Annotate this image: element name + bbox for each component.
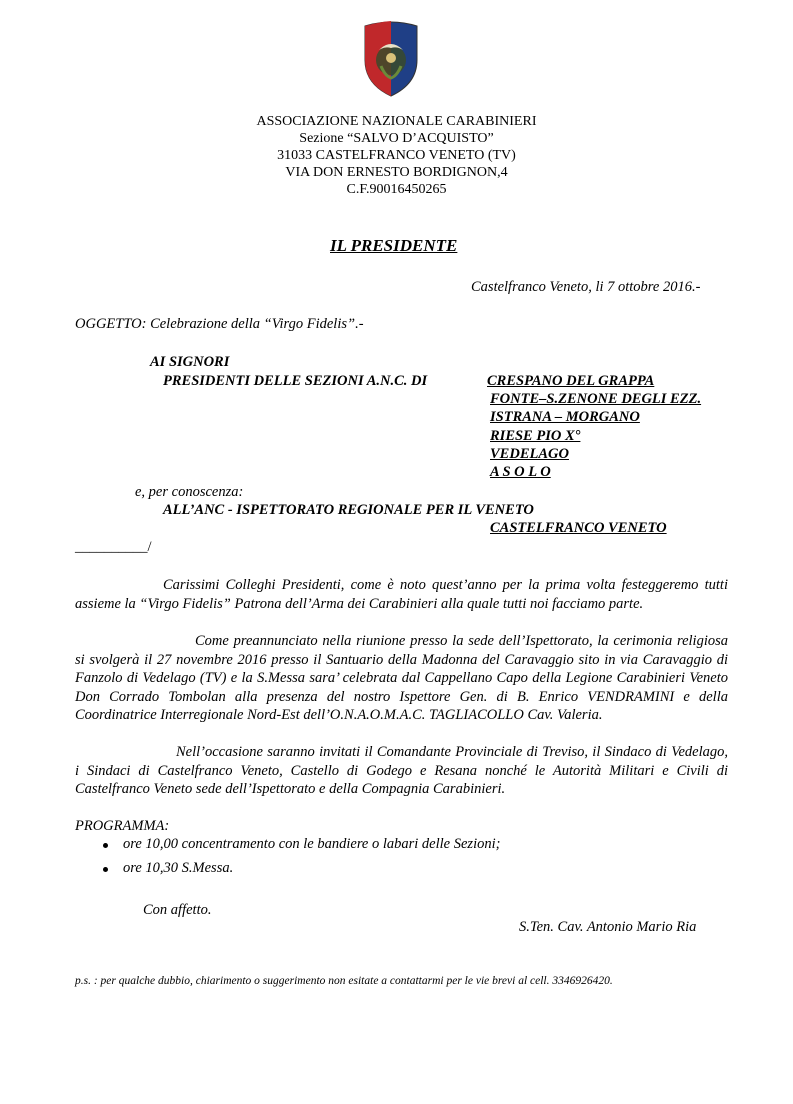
cc-label: e, per conoscenza: bbox=[135, 484, 244, 500]
tax-code: C.F.90016450265 bbox=[346, 182, 447, 197]
recipient-section: CRESPANO DEL GRAPPA bbox=[487, 373, 655, 389]
programma-item: ore 10,30 S.Messa. bbox=[123, 860, 234, 876]
bullet-icon bbox=[103, 843, 108, 848]
section-name: Sezione “SALVO D’ACQUISTO” bbox=[299, 131, 494, 146]
postscript: p.s. : per qualche dubbio, chiarimento o suggerimento non esitate a contattarmi per le vie brevi al cell. 3346926420. bbox=[75, 975, 613, 987]
programma-item: ore 10,00 concentramento con le bandiere o labari delle Sezioni; bbox=[123, 836, 501, 852]
page-title: IL PRESIDENTE bbox=[330, 236, 458, 255]
date-line: Castelfranco Veneto, li 7 ottobre 2016.- bbox=[471, 279, 701, 295]
body-paragraph-1: Carissimi Colleghi Presidenti, come è noto quest’anno per la prima volta festeggeremo tutti assieme la “Virgo Fidelis” Patrona dell’Arma dei Carabinieri alla quale tutti noi facciamo parte. bbox=[75, 577, 728, 612]
body-paragraph-2: Come preannunciato nella riunione presso la sede dell’Ispettorato, la cerimonia religiosa si svolgerà il 27 novembre 2016 presso il Santuario della Madonna del Caravaggio sito in via Caravaggio di Fanzolo di Vedelago (TV) e la S.Messa sara’ celebrata dal Cappellano Capo della Legione Carabinieri Veneto Don Corrado Tombolan alla presenza del nostro Ispettore Gen. di B. Enrico VENDRAMINI e della Coordinatrice Interregionale Nord-Est dell’O.N.A.O.M.A.C. TAGLIACOLLO Cav. Valeria. bbox=[75, 633, 728, 723]
recipient-section: RIESE PIO X° bbox=[490, 428, 581, 444]
recipient-section: FONTE–S.ZENONE DEGLI EZZ. bbox=[490, 391, 702, 407]
subject-line: OGGETTO: Celebrazione della “Virgo Fidelis”.- bbox=[75, 316, 364, 332]
carabinieri-shield-icon bbox=[359, 20, 423, 98]
programma-label: PROGRAMMA: bbox=[75, 818, 170, 834]
recipient-section: A S O L O bbox=[490, 464, 551, 480]
cc-city: CASTELFRANCO VENETO bbox=[490, 520, 667, 536]
recipient-greeting: AI SIGNORI bbox=[150, 354, 230, 370]
signature: S.Ten. Cav. Antonio Mario Ria bbox=[519, 919, 697, 935]
cc-recipient: ALL’ANC - ISPETTORATO REGIONALE PER IL VENETO bbox=[163, 502, 534, 518]
association-name: ASSOCIAZIONE NAZIONALE CARABINIERI bbox=[256, 114, 537, 129]
body-paragraph-3: Nell’occasione saranno invitati il Comandante Provinciale di Treviso, il Sindaco di Vedelago, i Sindaci di Castelfranco Veneto, Castello di Godego e Resana nonché le Autorità Militari e Civili di Castelfranco Veneto sede dell’Ispettorato e della Compagnia Carabinieri. bbox=[75, 744, 728, 797]
recipient-section: VEDELAGO bbox=[490, 446, 569, 462]
bullet-icon bbox=[103, 867, 108, 872]
recipient-presidents: PRESIDENTI DELLE SEZIONI A.N.C. DI bbox=[163, 373, 428, 389]
protocol-line: __________/ bbox=[75, 539, 152, 555]
address-line: VIA DON ERNESTO BORDIGNON,4 bbox=[285, 165, 508, 180]
closing-text: Con affetto. bbox=[143, 902, 212, 918]
city-line: 31033 CASTELFRANCO VENETO (TV) bbox=[277, 148, 516, 163]
recipient-section: ISTRANA – MORGANO bbox=[490, 409, 640, 425]
